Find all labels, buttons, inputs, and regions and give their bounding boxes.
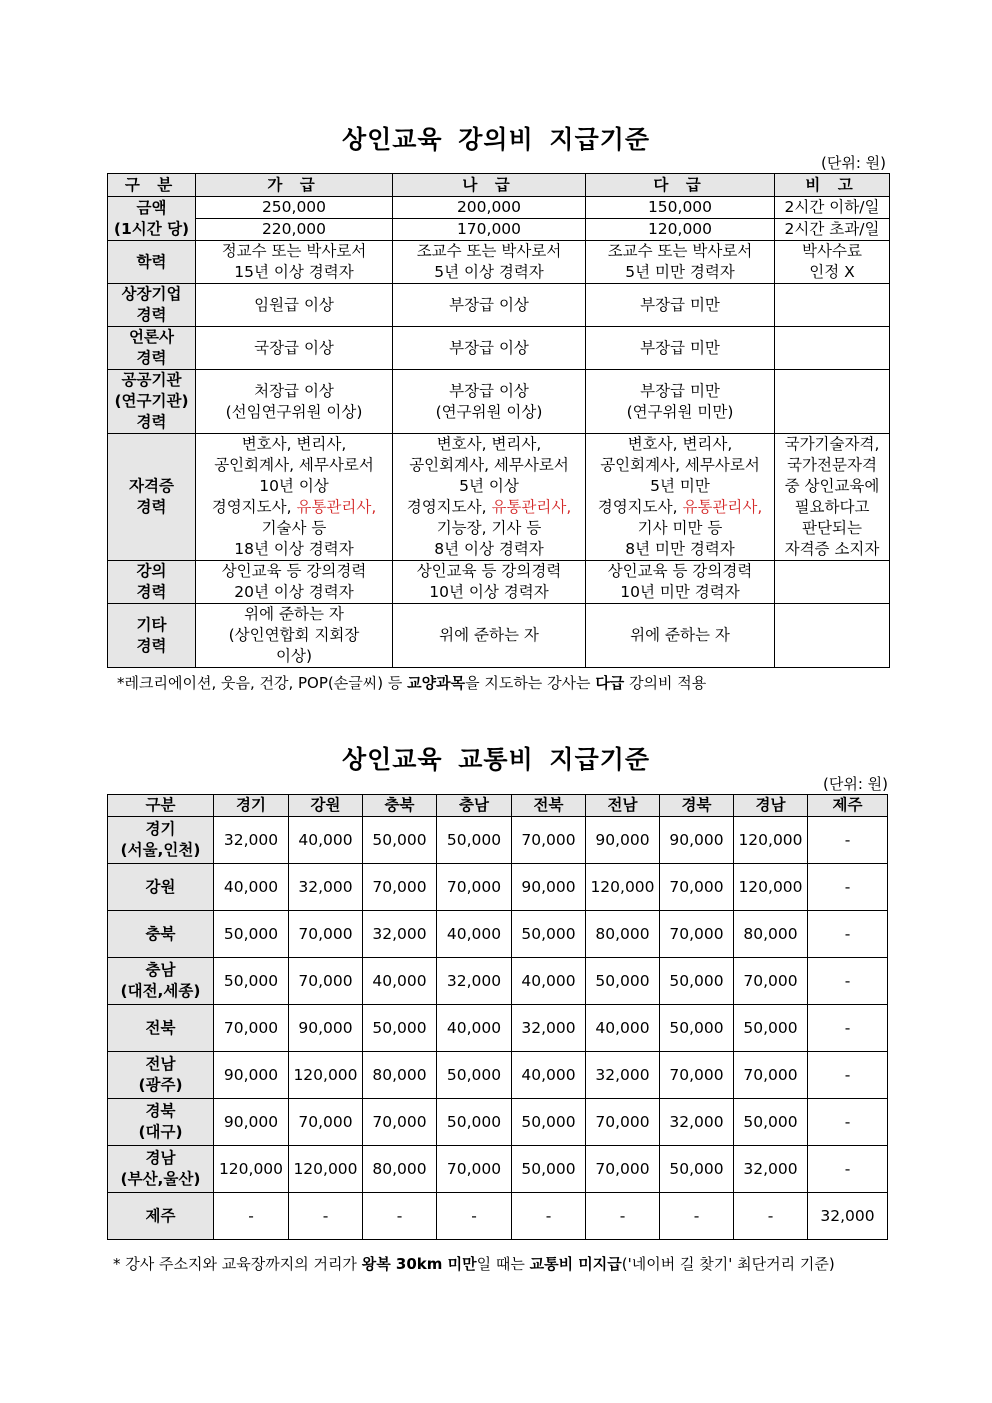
fare-cell: 80,000 [363,1146,437,1193]
highlight-text: 유통관리사, [491,498,572,516]
fare-cell: 120,000 [289,1052,363,1099]
criteria-cell [586,370,775,434]
region-label [108,911,214,958]
fare-cell: 50,000 [437,817,512,864]
transport-fee-table [107,794,888,1240]
cell-line: 조교수 또는 박사로서 [607,242,753,260]
criteria-cell [393,327,586,370]
cell-line: 10년 이상 [259,477,329,495]
fare-cell: - [660,1193,734,1240]
transport-header-cell: 충북 [363,795,437,817]
cell-line: 필요하다고 [794,498,870,516]
fare-cell: - [808,1052,888,1099]
fare-cell: 50,000 [660,958,734,1005]
transport-header-row [108,795,888,817]
cell-line: 5년 이상 [459,477,519,495]
amount-cell: 170,000 [393,219,586,241]
fare-cell: 70,000 [289,911,363,958]
remarks-cell [775,434,890,561]
lecture-header-cell: 나 급 [393,174,586,197]
amount-cell: 2시간 초과/일 [775,219,890,241]
transport-header-cell: 경북 [660,795,734,817]
cell-line: 자격증 [129,477,174,495]
criteria-cell [775,561,890,604]
fare-cell: - [437,1193,512,1240]
criteria-row [108,561,890,604]
cell-line: 8년 이상 경력자 [434,540,544,558]
fare-cell: 32,000 [808,1193,888,1240]
cell-line: 중 상인교육에 [784,477,880,495]
fare-cell: 70,000 [734,1052,808,1099]
cell-line: 상장기업 [121,285,182,303]
cell-line: (연구위원 이상) [435,402,543,421]
fare-cell: 40,000 [437,911,512,958]
fare-cell: - [808,1146,888,1193]
cell-line: 변호사, 변리사, [241,435,347,453]
fare-cell: - [808,864,888,911]
cell-line: 부장급 미만 [640,338,720,357]
fare-cell: 90,000 [214,1099,289,1146]
highlight-text: 유통관리사, [682,498,763,516]
fare-cell: 40,000 [289,817,363,864]
fare-cell: 70,000 [660,1052,734,1099]
transport-row [108,958,888,1005]
fare-cell: 50,000 [214,911,289,958]
cell-line: 20년 이상 경력자 [234,583,354,601]
fare-cell: 80,000 [734,911,808,958]
criteria-row [108,241,890,284]
criteria-cell [393,241,586,284]
criteria-label [108,327,196,370]
fare-cell: 70,000 [586,1099,660,1146]
lecture-fee-table [107,173,890,668]
transport-row [108,817,888,864]
criteria-label [108,241,196,284]
fare-cell: 70,000 [512,817,586,864]
criteria-cell [196,561,393,604]
cell-line: 경북 [145,1102,176,1120]
cell-line: 8년 미만 경력자 [625,540,735,558]
cell-line: (연구위원 미만) [626,402,734,421]
fare-cell: 32,000 [586,1052,660,1099]
lecture-header-cell: 다 급 [586,174,775,197]
fare-cell: - [586,1193,660,1240]
fare-cell: 50,000 [512,1099,586,1146]
region-label [108,1099,214,1146]
cell-line: 공인회계사, 세무사로서 [214,456,374,474]
fare-cell: 50,000 [363,817,437,864]
fare-cell: 120,000 [214,1146,289,1193]
amount-cell: 200,000 [393,197,586,219]
fare-cell: 70,000 [363,864,437,911]
criteria-row [108,604,890,668]
fare-cell: 70,000 [437,864,512,911]
criteria-cell [775,604,890,668]
cell-line: 경기 [145,820,176,838]
transport-row [108,1193,888,1240]
cell-line: 충남 [145,961,176,979]
cell-line: 부장급 미만 [640,295,720,314]
fare-cell: 70,000 [289,958,363,1005]
cell-line: 학력 [136,252,167,271]
criteria-label [108,434,196,561]
cell-line: 변호사, 변리사, [436,435,542,453]
fare-cell: 50,000 [586,958,660,1005]
transport-row [108,911,888,958]
transport-unit-label: (단위: 원) [823,775,888,793]
cell-line: 위에 준하는 자 [630,626,730,644]
fare-cell: 70,000 [660,864,734,911]
fare-cell: - [808,817,888,864]
highlight-text: 유통관리사, [296,498,377,516]
cell-line: (광주) [138,1076,183,1094]
cell-line: 위에 준하는 자 [439,626,539,644]
criteria-row [108,327,890,370]
region-label [108,864,214,911]
lecture-header-cell: 가 급 [196,174,393,197]
transport-row [108,1099,888,1146]
cell-line: (부산,울산) [120,1170,201,1188]
cell-line: 경력 [136,583,167,601]
criteria-cell [586,241,775,284]
cell-line: 위에 준하는 자 [244,605,344,623]
fare-cell: - [734,1193,808,1240]
amount-cell: 150,000 [586,197,775,219]
criteria-cell [196,604,393,668]
cell-line: 공공기관 [121,371,182,389]
fare-cell: 80,000 [586,911,660,958]
amount-cell: 2시간 이하/일 [775,197,890,219]
cell-line: 부장급 이상 [449,381,529,400]
cell-line: 언론사 [129,328,174,346]
criteria-label [108,370,196,434]
fare-cell: 90,000 [660,817,734,864]
fare-cell: 90,000 [586,817,660,864]
lecture-header-cell: 구 분 [108,174,196,197]
transport-header-cell: 충남 [437,795,512,817]
cell-line: 경영지도사, [597,498,683,516]
cell-line: 10년 미만 경력자 [620,583,740,601]
fare-cell: 32,000 [512,1005,586,1052]
fare-cell: - [512,1193,586,1240]
cell-line: 경력 [136,413,167,431]
fare-cell: 120,000 [586,864,660,911]
transport-header-cell: 전남 [586,795,660,817]
cell-line: 변호사, 변리사, [627,435,733,453]
amount-label-line: (1시간 당) [113,219,190,238]
cell-line: 5년 미만 [650,477,710,495]
transport-row [108,1052,888,1099]
cell-line: (대전,세종) [120,982,201,1000]
fare-cell: 40,000 [437,1005,512,1052]
fare-cell: 70,000 [214,1005,289,1052]
fare-cell: 50,000 [512,911,586,958]
cell-line: 충북 [145,924,176,943]
cell-line: 18년 이상 경력자 [234,540,354,558]
cell-line: 국가전문자격 [787,456,877,474]
transport-row [108,1005,888,1052]
criteria-cell [586,284,775,327]
region-label [108,817,214,864]
cell-line: 기능장, 기사 등 [436,519,542,537]
amount-cell: 250,000 [196,197,393,219]
cell-line: 전남 [145,1055,176,1073]
cert-cell [586,434,775,561]
fare-cell: 50,000 [660,1146,734,1193]
transport-header-cell: 구분 [108,795,214,817]
transport-header-cell: 강원 [289,795,363,817]
cell-line: 기사 미만 등 [637,519,723,537]
criteria-cell [586,327,775,370]
fare-cell: - [363,1193,437,1240]
fare-cell: 120,000 [289,1146,363,1193]
criteria-row [108,434,890,561]
cell-line: 국장급 이상 [254,338,334,357]
cell-line: 강원 [145,877,176,896]
cell-line: 제주 [145,1206,176,1225]
cell-line: 기타 [136,615,167,634]
fare-cell: 40,000 [586,1005,660,1052]
cell-line: 5년 미만 경력자 [625,263,735,281]
cell-line: 10년 이상 경력자 [429,583,549,601]
lecture-header-cell: 비 고 [775,174,890,197]
cell-line: 상인교육 등 강의경력 [607,562,753,580]
fare-cell: 32,000 [214,817,289,864]
amount-row [108,197,890,219]
cell-line: 국가기술자격, [784,435,880,453]
fare-cell: 40,000 [512,958,586,1005]
cell-line: 이상) [276,647,312,665]
fare-cell: 32,000 [660,1099,734,1146]
cell-line: 임원급 이상 [254,295,334,314]
cell-line: 자격증 소지자 [784,540,880,558]
cell-line: 부장급 이상 [449,338,529,357]
region-label [108,958,214,1005]
fare-cell: 50,000 [363,1005,437,1052]
cell-line: 경력 [136,349,167,367]
criteria-cell [196,284,393,327]
fare-cell: 120,000 [734,817,808,864]
criteria-cell [586,604,775,668]
fare-cell: 32,000 [363,911,437,958]
fare-cell: 50,000 [437,1052,512,1099]
lecture-unit-label: (단위: 원) [821,154,886,172]
lecture-header-row [108,174,890,197]
criteria-row [108,284,890,327]
amount-label [108,197,196,241]
amount-cell: 220,000 [196,219,393,241]
cell-line: 경력 [136,306,167,324]
cell-line: 강의 [136,562,167,580]
cell-line: 15년 이상 경력자 [234,263,354,281]
fare-cell: 50,000 [660,1005,734,1052]
cell-line: 판단되는 [802,519,862,537]
cell-line: 경력 [136,636,167,655]
criteria-cell [775,370,890,434]
criteria-cell [393,561,586,604]
fare-cell: 70,000 [363,1099,437,1146]
transport-header-cell: 경기 [214,795,289,817]
transport-header-cell: 전북 [512,795,586,817]
cell-line: (연구기관) [114,392,189,410]
cell-line: 처장급 이상 [254,381,334,400]
transport-row [108,1146,888,1193]
fare-cell: - [808,958,888,1005]
fare-cell: 40,000 [363,958,437,1005]
criteria-cell [775,241,890,284]
lecture-fee-title: 상인교육 강의비 지급기준 [341,125,651,154]
fare-cell: 70,000 [734,958,808,1005]
fare-cell: - [808,1099,888,1146]
fare-cell: 120,000 [734,864,808,911]
fare-cell: 40,000 [214,864,289,911]
fare-cell: 50,000 [437,1099,512,1146]
cell-line: 공인회계사, 세무사로서 [600,456,760,474]
criteria-cell [393,370,586,434]
cell-line: 상인교육 등 강의경력 [416,562,562,580]
fare-cell: 90,000 [289,1005,363,1052]
cell-line: 경력 [136,498,167,516]
criteria-cell [775,284,890,327]
fare-cell: - [214,1193,289,1240]
cell-line: 정교수 또는 박사로서 [221,242,367,260]
cell-line: 인정 X [809,263,855,281]
fare-cell: 90,000 [214,1052,289,1099]
fare-cell: 50,000 [734,1005,808,1052]
fare-cell: 50,000 [214,958,289,1005]
fare-cell: 70,000 [437,1146,512,1193]
fare-cell: 70,000 [660,911,734,958]
fare-cell: 40,000 [512,1052,586,1099]
cell-line: 부장급 이상 [449,295,529,314]
criteria-label [108,561,196,604]
cell-line: (대구) [138,1123,183,1141]
cell-line: 상인교육 등 강의경력 [221,562,367,580]
fare-cell: 50,000 [734,1099,808,1146]
criteria-cell [393,604,586,668]
cell-line: 부장급 미만 [640,381,720,400]
region-label [108,1193,214,1240]
fare-cell: 32,000 [734,1146,808,1193]
cell-line: 공인회계사, 세무사로서 [409,456,569,474]
cell-line: (선임연구위원 이상) [225,402,363,421]
cell-line: 5년 이상 경력자 [434,263,544,281]
criteria-cell [196,370,393,434]
cell-line: (서울,인천) [120,841,201,859]
transport-row [108,864,888,911]
criteria-label [108,284,196,327]
criteria-row [108,370,890,434]
fare-cell: - [289,1193,363,1240]
cell-line: 경영지도사, [211,498,297,516]
region-label [108,1146,214,1193]
cert-cell [393,434,586,561]
fare-cell: - [808,911,888,958]
transport-header-cell: 경남 [734,795,808,817]
transport-footnote: * 강사 주소지와 교육장까지의 거리가 왕복 30km 미만일 때는 교통비 미지급('네이버 길 찾기' 최단거리 기준) [113,1255,835,1273]
transport-header-cell: 제주 [808,795,888,817]
criteria-label [108,604,196,668]
fare-cell: 70,000 [289,1099,363,1146]
criteria-cell [586,561,775,604]
cell-line: 박사수료 [802,242,862,260]
fare-cell: 50,000 [512,1146,586,1193]
cell-line: 전북 [145,1018,176,1037]
fare-cell: 70,000 [586,1146,660,1193]
cert-cell [196,434,393,561]
cell-line: (상인연합회 지회장 [228,626,360,644]
cell-line: 조교수 또는 박사로서 [416,242,562,260]
cell-line: 경영지도사, [406,498,492,516]
fare-cell: 32,000 [437,958,512,1005]
fare-cell: 90,000 [512,864,586,911]
amount-cell: 120,000 [586,219,775,241]
cell-line: 기술사 등 [261,519,327,537]
criteria-cell [196,241,393,284]
region-label [108,1052,214,1099]
fare-cell: 32,000 [289,864,363,911]
region-label [108,1005,214,1052]
cell-line: 경남 [145,1149,176,1167]
lecture-footnote: *레크리에이션, 웃음, 건강, POP(손글씨) 등 교양과목을 지도하는 강사는 다급 강의비 적용 [117,674,707,692]
transport-fee-title: 상인교육 교통비 지급기준 [341,745,651,774]
criteria-cell [196,327,393,370]
criteria-cell [775,327,890,370]
fare-cell: - [808,1005,888,1052]
amount-label-line: 금액 [136,198,167,217]
fare-cell: 80,000 [363,1052,437,1099]
criteria-cell [393,284,586,327]
amount-row [108,219,890,241]
